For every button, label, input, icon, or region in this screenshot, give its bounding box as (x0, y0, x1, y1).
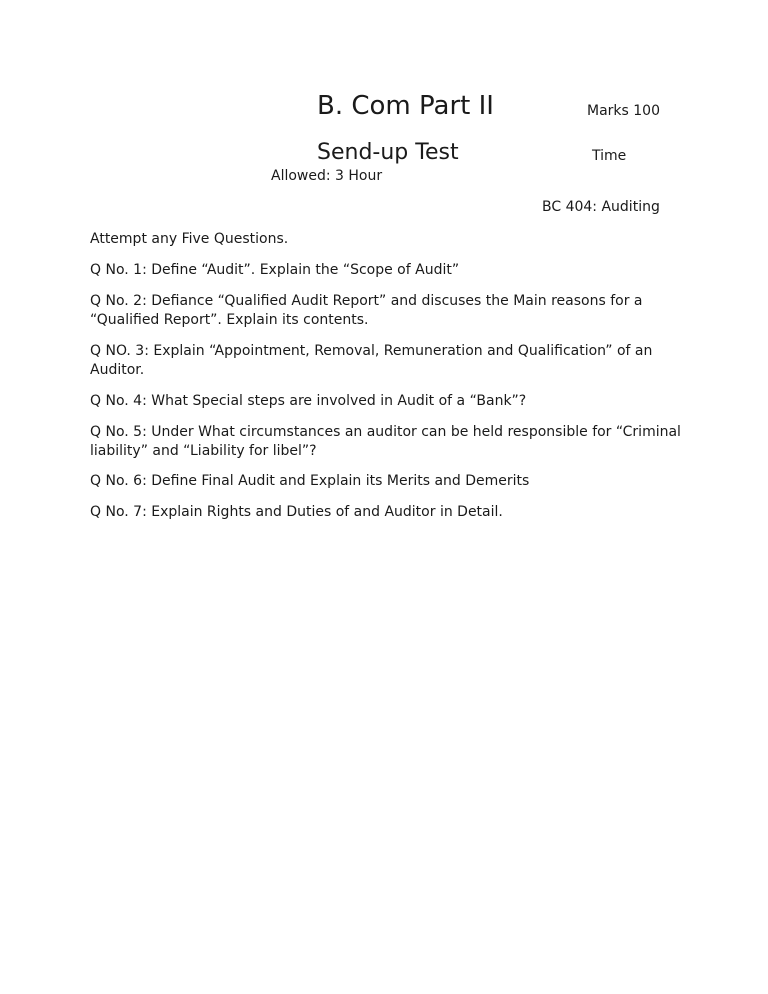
course-code: BC 404: Auditing (542, 199, 660, 215)
time-allowed: Allowed: 3 Hour (271, 168, 383, 184)
marks-label: Marks 100 (587, 103, 660, 119)
question-4: Q No. 4: What Special steps are involved in Audit of a “Bank”? (90, 393, 527, 409)
question-6: Q No. 6: Define Final Audit and Explain its Merits and Demerits (90, 473, 530, 489)
question-2: Q No. 2: Defiance “Qualified Audit Report” and discuses the Main reasons for a “Qualified Report”. Explain its contents. (90, 293, 643, 328)
question-7: Q No. 7: Explain Rights and Duties of and Auditor in Detail. (90, 504, 503, 520)
page-title: B. Com Part II (317, 91, 494, 121)
test-subtitle: Send-up Test (317, 140, 459, 165)
question-5: Q No. 5: Under What circumstances an auditor can be held responsible for “Criminal liability” and “Liability for libel”? (90, 424, 681, 459)
instructions: Attempt any Five Questions. (90, 231, 289, 247)
question-3: Q NO. 3: Explain “Appointment, Removal, Remuneration and Qualification” of an Auditor. (90, 343, 653, 378)
question-1: Q No. 1: Define “Audit”. Explain the “Scope of Audit” (90, 262, 460, 278)
time-label: Time (592, 148, 627, 164)
